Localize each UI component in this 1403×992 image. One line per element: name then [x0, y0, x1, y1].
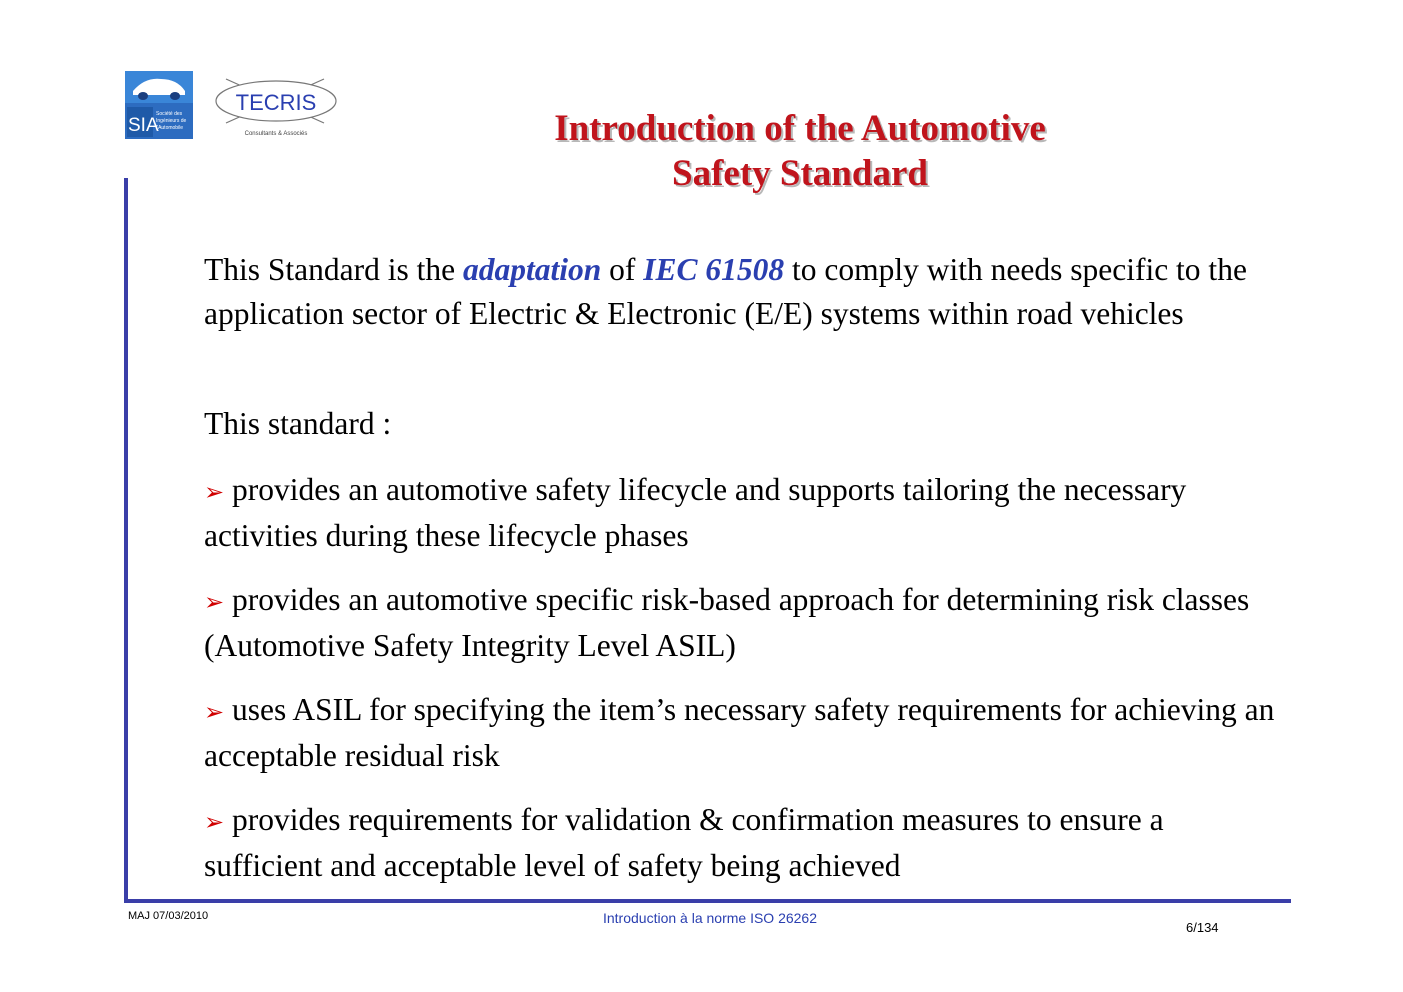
intro-adaptation-highlight: adaptation [462, 252, 602, 287]
bullet-item [204, 798, 1284, 888]
svg-text:Société des: Société des [156, 111, 183, 117]
sia-logo-text: SIA [128, 115, 159, 136]
arrow-bullet-icon: ➢ [204, 698, 225, 726]
intro-paragraph [204, 248, 1284, 336]
tecris-logo-text: TECRIS [235, 90, 317, 115]
footer-title: Introduction à la norme ISO 26262 [602, 910, 818, 926]
arrow-bullet-icon: ➢ [204, 478, 225, 506]
intro-text-mid: of [601, 252, 644, 287]
left-vertical-rule [124, 178, 128, 900]
svg-text:Ingénieurs de: Ingénieurs de [156, 118, 187, 124]
page-number: 6/134 [1186, 920, 1219, 935]
bullet-text: provides requirements for validation & confirmation measures to ensure a sufficient and acceptable level of safety being achieved [204, 802, 1164, 883]
footer-date: MAJ 07/03/2010 [128, 910, 209, 922]
standard-label: This standard : [204, 406, 392, 441]
bullet-text: provides an automotive safety lifecycle and supports tailoring the necessary activities during these lifecycle phases [204, 472, 1187, 553]
slide-title [400, 106, 1200, 196]
tecris-logo [212, 73, 340, 139]
svg-text:l'Automobile: l'Automobile [156, 125, 184, 131]
bullet-item [204, 688, 1284, 778]
bullet-text: provides an automotive specific risk-based approach for determining risk classes (Automotive Safety Integrity Level ASIL) [204, 582, 1250, 663]
title-line-1: Introduction of the Automotive [554, 108, 1046, 149]
bottom-horizontal-rule [124, 899, 1291, 903]
sia-logo [125, 71, 193, 139]
bullet-text: uses ASIL for specifying the item’s necessary safety requirements for achieving an acceptable residual risk [204, 692, 1275, 773]
bullet-item [204, 468, 1284, 558]
bullet-item [204, 578, 1284, 668]
intro-text-pre: This Standard is the [204, 252, 463, 287]
arrow-bullet-icon: ➢ [204, 588, 225, 616]
tecris-logo-subtext: Consultants & Associés [244, 131, 308, 137]
title-line-2: Safety Standard [672, 153, 928, 194]
intro-text-post: to comply with needs specific to the application sector of Electric & Electronic (E/E) systems within road vehicles [204, 252, 1247, 331]
intro-iec-highlight: IEC 61508 [643, 252, 785, 287]
arrow-bullet-icon: ➢ [204, 808, 225, 836]
